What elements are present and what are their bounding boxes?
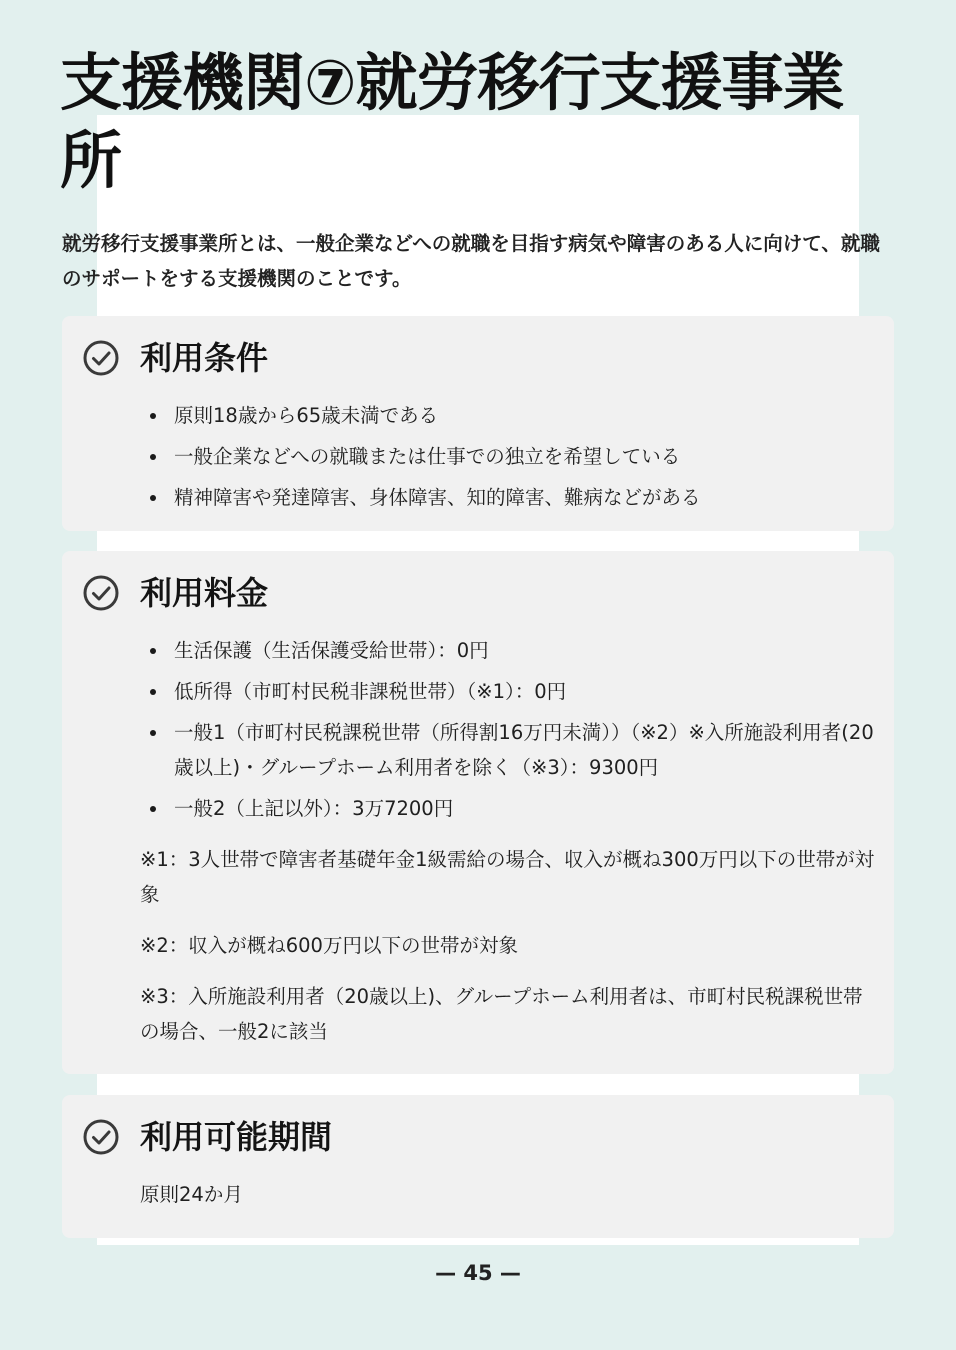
list-item: 一般企業などへの就職または仕事での独立を希望している [174, 439, 874, 474]
check-circle-icon [82, 339, 120, 377]
period-card [62, 1095, 894, 1238]
fees-list [174, 633, 874, 832]
list-item: 精神障害や発達障害、身体障害、知的障害、難病などがある [174, 480, 874, 515]
check-circle-icon [82, 574, 120, 612]
conditions-card [62, 316, 894, 531]
check-circle-icon [82, 1118, 120, 1156]
conditions-header [82, 338, 268, 378]
list-item: 一般1（市町村民税課税世帯（所得割16万円未満））（※2）※入所施設利用者(20歳以上)・グループホーム利用者を除く（※3）：9300円 [174, 715, 874, 785]
list-item: 低所得（市町村民税非課税世帯）（※1）：0円 [174, 674, 874, 709]
period-text: 原則24か月 [140, 1183, 243, 1206]
fees-header [82, 573, 268, 613]
list-item: 原則18歳から65歳未満である [174, 398, 874, 433]
page-number: — 45 — [435, 1261, 521, 1285]
conditions-list [174, 398, 874, 521]
fees-heading: 利用料金 [140, 574, 269, 612]
footnote: ※1：3人世帯で障害者基礎年金1級需給の場合、収入が概ね300万円以下の世帯が対象 [140, 848, 875, 906]
footnote: ※3：入所施設利用者（20歳以上)、グループホーム利用者は、市町村民税課税世帯の場合、一般2に該当 [140, 985, 863, 1043]
intro-paragraph: 就労移行支援事業所とは、一般企業などへの就職を目指す病気や障害のある人に向けて、就職のサポートをする支援機関のことです。 [62, 232, 880, 290]
period-heading: 利用可能期間 [140, 1118, 333, 1156]
fees-card [62, 551, 894, 1074]
list-item: 一般2（上記以外）：3万7200円 [174, 791, 874, 826]
conditions-heading: 利用条件 [140, 339, 269, 377]
period-header [82, 1117, 332, 1157]
fees-notes [140, 842, 880, 1065]
page-title: 支援機関⑦就労移行支援事業所 [60, 46, 844, 197]
list-item: 生活保護（生活保護受給世帯）：0円 [174, 633, 874, 668]
footnote: ※2：収入が概ね600万円以下の世帯が対象 [140, 934, 518, 957]
